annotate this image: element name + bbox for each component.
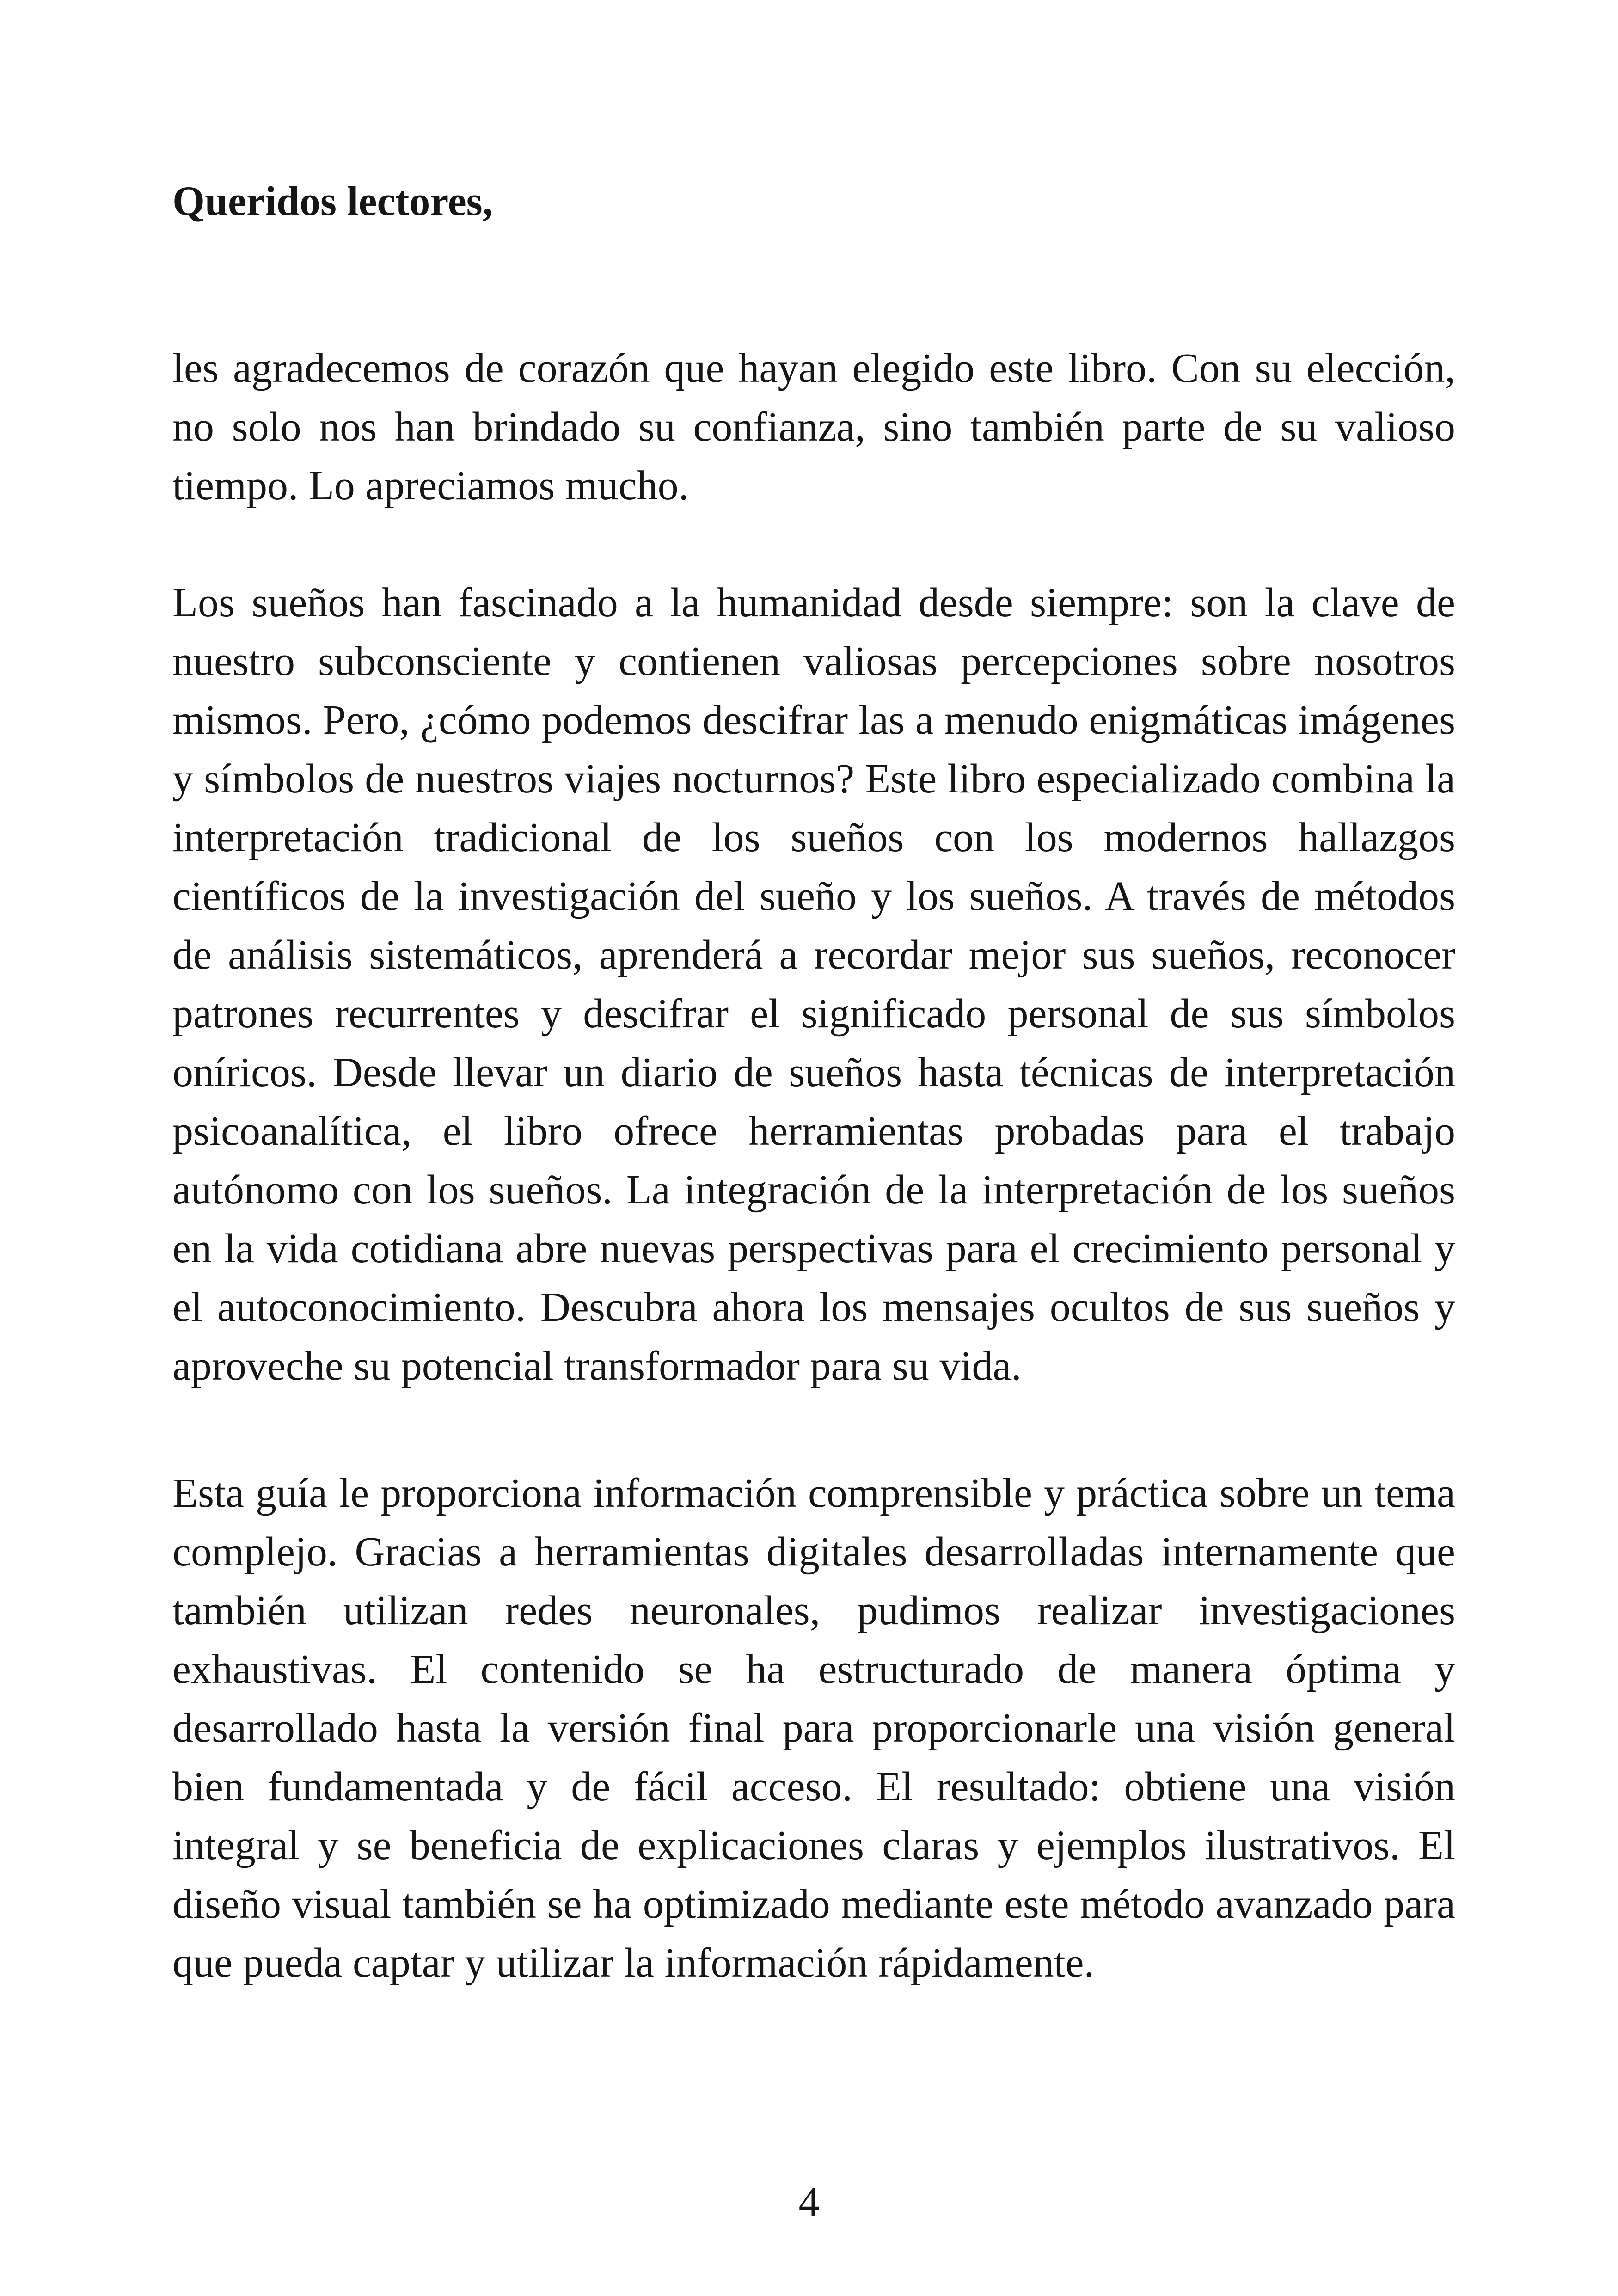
greeting-heading: Queridos lectores, xyxy=(172,178,493,224)
page-number: 4 xyxy=(798,2179,820,2225)
paragraph-thanks: les agradecemos de corazón que hayan elegido este libro. Con su elección, no solo nos han brindado su confianza, sino también parte de su valioso tiempo. Lo apreciamos mucho. xyxy=(172,345,1455,509)
paragraph-guide-info: Esta guía le proporciona información comprensible y práctica sobre un tema complejo. Gracias a herramientas digitales desarrolladas internamente que también utilizan redes neuronales, pudimos realizar investigaciones exhaustivas. El contenido se ha estructurado de manera óptima y desarrollado hasta la versión final para proporcionarle una visión general bien fundamentada y de fácil acceso. El resultado: obtiene una visión integral y se beneficia de explicaciones claras y ejemplos ilustrativos. El diseño visual también se ha optimizado mediante este método avanzado para que pueda captar y utilizar la información rápidamente. xyxy=(172,1470,1455,1986)
paragraph-dreams-intro: Los sueños han fascinado a la humanidad desde siempre: son la clave de nuestro subconsciente y contienen valiosas percepciones sobre nosotros mismos. Pero, ¿cómo podemos descifrar las a menudo enigmáticas imágenes y símbolos de nuestros viajes nocturnos? Este libro especializado combina la interpretación tradicional de los sueños con los modernos hallazgos científicos de la investigación del sueño y los sueños. A través de métodos de análisis sistemáticos, aprenderá a recordar mejor sus sueños, reconocer patrones recurrentes y descifrar el significado personal de sus símbolos oníricos. Desde llevar un diario de sueños hasta técnicas de interpretación psicoanalítica, el libro ofrece herramientas probadas para el trabajo autónomo con los sueños. La integración de la interpretación de los sueños en la vida cotidiana abre nuevas perspectivas para el crecimiento personal y el autoconocimiento. Descubra ahora los mensajes ocultos de sus sueños y aproveche su potencial transformador para su vida. xyxy=(172,580,1455,1389)
